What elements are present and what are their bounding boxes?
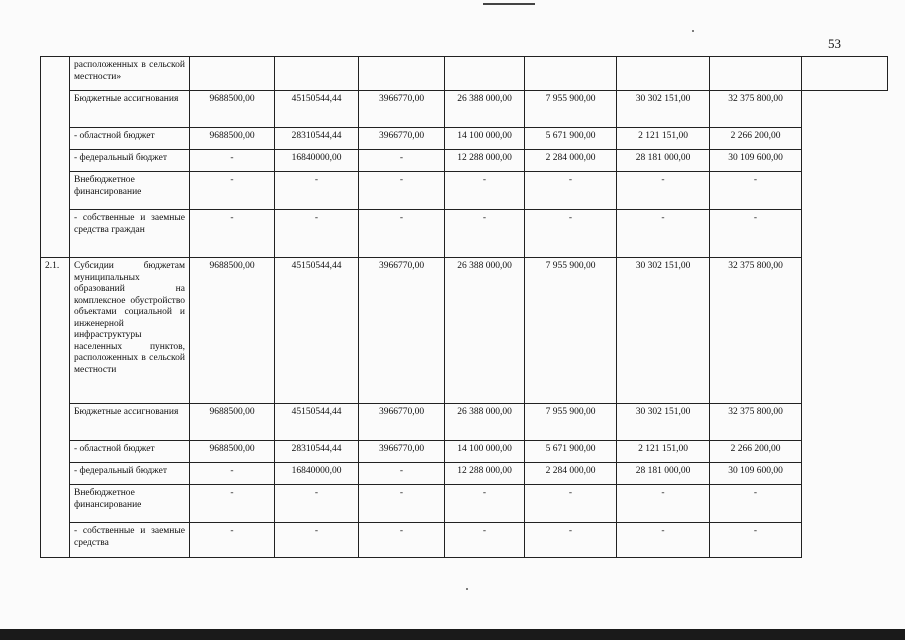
value-cell: -: [190, 150, 275, 172]
page-number: 53: [828, 36, 841, 51]
value-cell: 30 109 600,00: [710, 150, 802, 172]
table-row: [41, 172, 888, 210]
value-cell: 9688500,00: [190, 404, 275, 441]
table-row: [41, 463, 888, 485]
value-cell: 12 288 000,00: [445, 150, 525, 172]
row-label: Бюджетные ассигнования: [70, 404, 190, 441]
table-row: [41, 404, 888, 441]
value-cell: -: [710, 485, 802, 523]
value-cell: 9688500,00: [190, 441, 275, 463]
value-cell: -: [617, 485, 710, 523]
value-cell: 30 302 151,00: [617, 91, 710, 128]
value-cell: -: [525, 485, 617, 523]
value-cell: -: [525, 172, 617, 210]
row-label: Внебюджетное финансирование: [70, 172, 190, 210]
value-cell: -: [445, 485, 525, 523]
table-row: [41, 441, 888, 463]
value-cell: 9688500,00: [190, 128, 275, 150]
value-cell: 32 375 800,00: [710, 404, 802, 441]
value-cell: 32 375 800,00: [710, 258, 802, 404]
budget-table: [40, 56, 888, 558]
value-cell: -: [710, 523, 802, 558]
table-row: [41, 128, 888, 150]
value-cell: 26 388 000,00: [445, 404, 525, 441]
value-cell: -: [275, 485, 359, 523]
row-label: Внебюджетное финансирование: [70, 485, 190, 523]
value-cell: 9688500,00: [190, 258, 275, 404]
row-label: - собственные и заемные средства: [70, 523, 190, 558]
table-row: [41, 150, 888, 172]
value-cell: 28 181 000,00: [617, 463, 710, 485]
value-cell: 7 955 900,00: [525, 91, 617, 128]
value-cell: 3966770,00: [359, 441, 445, 463]
value-cell: -: [359, 150, 445, 172]
row-label: - федеральный бюджет: [70, 463, 190, 485]
value-cell: 30 302 151,00: [617, 258, 710, 404]
spacer-cell: [190, 57, 275, 91]
table-row: [41, 258, 888, 404]
value-cell: 3966770,00: [359, 404, 445, 441]
value-cell: -: [525, 210, 617, 258]
value-cell: -: [710, 210, 802, 258]
value-cell: 2 266 200,00: [710, 128, 802, 150]
value-cell: 45150544,44: [275, 258, 359, 404]
scan-speck: [692, 30, 694, 32]
value-cell: -: [359, 210, 445, 258]
value-cell: 32 375 800,00: [710, 91, 802, 128]
value-cell: -: [710, 172, 802, 210]
value-cell: 3966770,00: [359, 258, 445, 404]
value-cell: 30 302 151,00: [617, 404, 710, 441]
value-cell: -: [275, 210, 359, 258]
row-label: - федеральный бюджет: [70, 150, 190, 172]
value-cell: 28310544,44: [275, 128, 359, 150]
scan-speck: [466, 588, 468, 590]
value-cell: 2 121 151,00: [617, 441, 710, 463]
value-cell: 5 671 900,00: [525, 128, 617, 150]
row-label: расположенных в сельской местности»: [70, 57, 190, 91]
value-cell: 14 100 000,00: [445, 128, 525, 150]
value-cell: -: [275, 172, 359, 210]
value-cell: -: [190, 210, 275, 258]
value-cell: 9688500,00: [190, 91, 275, 128]
value-cell: -: [190, 463, 275, 485]
row-label: Бюджетные ассигнования: [70, 91, 190, 128]
row-index: 2.1.: [41, 258, 70, 558]
value-cell: 16840000,00: [275, 150, 359, 172]
value-cell: 28310544,44: [275, 441, 359, 463]
value-cell: 45150544,44: [275, 404, 359, 441]
value-cell: -: [190, 485, 275, 523]
value-cell: -: [359, 485, 445, 523]
value-cell: -: [445, 210, 525, 258]
value-cell: -: [617, 523, 710, 558]
value-cell: -: [445, 523, 525, 558]
value-cell: 28 181 000,00: [617, 150, 710, 172]
value-cell: 16840000,00: [275, 463, 359, 485]
value-cell: -: [359, 463, 445, 485]
value-cell: -: [190, 523, 275, 558]
value-cell: 7 955 900,00: [525, 258, 617, 404]
row-label: - собственные и заемные средства граждан: [70, 210, 190, 258]
value-cell: 3966770,00: [359, 91, 445, 128]
value-cell: -: [359, 172, 445, 210]
value-cell: -: [275, 523, 359, 558]
value-cell: -: [617, 210, 710, 258]
table-row: [41, 57, 888, 91]
row-label: - областной бюджет: [70, 441, 190, 463]
value-cell: 12 288 000,00: [445, 463, 525, 485]
value-cell: 2 284 000,00: [525, 463, 617, 485]
table-row: [41, 210, 888, 258]
value-cell: 5 671 900,00: [525, 441, 617, 463]
table-row: [41, 91, 888, 128]
value-cell: 26 388 000,00: [445, 91, 525, 128]
value-cell: 2 284 000,00: [525, 150, 617, 172]
row-title: Субсидии бюджетам муниципальных образований на комплексное обустройство объектами социальной и инженерной инфраструктуры населенных пунктов, расположенных в сельской местности: [70, 258, 190, 404]
value-cell: 26 388 000,00: [445, 258, 525, 404]
value-cell: 45150544,44: [275, 91, 359, 128]
value-cell: 30 109 600,00: [710, 463, 802, 485]
table-row: [41, 485, 888, 523]
value-cell: 2 266 200,00: [710, 441, 802, 463]
table-row: [41, 523, 888, 558]
scan-border: [0, 629, 905, 640]
value-cell: 14 100 000,00: [445, 441, 525, 463]
value-cell: -: [445, 172, 525, 210]
row-label: - областной бюджет: [70, 128, 190, 150]
value-cell: 2 121 151,00: [617, 128, 710, 150]
value-cell: -: [359, 523, 445, 558]
value-cell: -: [617, 172, 710, 210]
top-rule: [483, 3, 535, 5]
value-cell: -: [190, 172, 275, 210]
value-cell: 7 955 900,00: [525, 404, 617, 441]
value-cell: -: [525, 523, 617, 558]
index-cell-empty: [41, 57, 70, 258]
value-cell: 3966770,00: [359, 128, 445, 150]
